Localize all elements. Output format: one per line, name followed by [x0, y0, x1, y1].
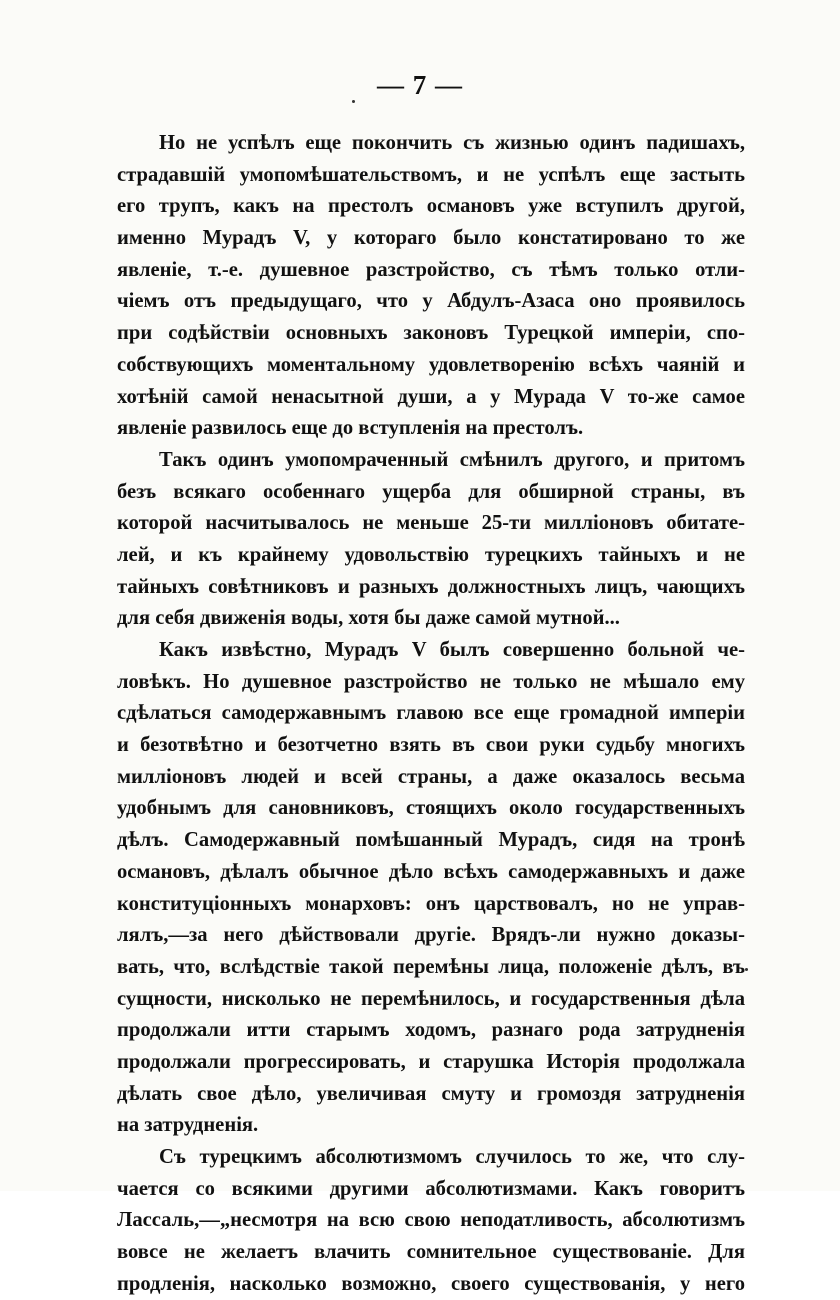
text-line: тайныхъ совѣтниковъ и разныхъ должностныхъ лицъ, чающихъ [117, 575, 745, 598]
text-line: Какъ извѣстно, Мурадъ V былъ совершенно больной че- [159, 639, 745, 661]
body-text [117, 128, 745, 1300]
text-line: сдѣлаться самодержавнымъ главою все еще громадной имперіи [117, 702, 745, 725]
text-line: страдавшій умопомѣшательствомъ, и не успѣлъ еще застыть [117, 163, 745, 186]
text-line: чается со всякими другими абсолютизмами. Какъ говоритъ [117, 1177, 745, 1200]
text-line: Съ турецкимъ абсолютизмомъ случилось то же, что слу- [159, 1146, 745, 1168]
text-line: именно Мурадъ V, у котораго было констатировано то же [117, 227, 745, 250]
text-line: продолжали итти старымъ ходомъ, разнаго рода затрудненія [117, 1019, 745, 1042]
text-line: собствующихъ моментальному удовлетворенію всѣхъ чаяній и [117, 353, 745, 376]
text-line: продолжали прогрессировать, и старушка Исторія продолжала [117, 1050, 745, 1073]
text-line: лялъ,—за него дѣйствовали другіе. Врядъ-ли нужно доказы- [117, 924, 745, 947]
text-line: для себя движенія воды, хотя бы даже самой мутной... [117, 607, 620, 630]
text-line: дѣлать свое дѣло, увеличивая смуту и громоздя затрудненія [117, 1082, 745, 1105]
text-line: сущности, нисколько не перемѣнилось, и государственныя дѣла [117, 987, 745, 1010]
text-line: безъ всякаго особеннаго ущерба для обширной страны, въ [117, 480, 745, 503]
text-line: хотѣній самой ненасытной души, а у Мурада V то-же самое [117, 385, 745, 408]
text-line: явленіе развилось еще до вступленія на престолъ. [117, 417, 584, 440]
text-line: и безотвѣтно и безотчетно взять въ свои руки судьбу многихъ [117, 734, 745, 757]
text-line: которой насчитывалось не меньше 25-ти милліоновъ обитате- [117, 512, 745, 535]
text-line: Но не успѣлъ еще покончить съ жизнью одинъ падишахъ, [159, 132, 745, 154]
print-speck [745, 968, 748, 971]
text-line: Такъ одинъ умопомраченный смѣнилъ другого, и притомъ [159, 448, 745, 471]
text-line: вать, что, вслѣдствіе такой перемѣны лица, положеніе дѣлъ, въ [117, 955, 745, 978]
text-line: милліоновъ людей и всей страны, а даже оказалось весьма [117, 765, 745, 788]
text-line: османовъ, дѣлалъ обычное дѣло всѣхъ самодержавныхъ и даже [117, 860, 745, 883]
print-speck [352, 100, 355, 103]
text-line: конституціонныхъ монарховъ: онъ царствовалъ, но не управ- [117, 892, 745, 915]
text-line: чіемъ отъ предыдущаго, что у Абдулъ-Азаса оно проявилось [117, 290, 745, 313]
text-line: продленія, насколько возможно, своего существованія, у него [117, 1272, 745, 1295]
text-line: на затрудненія. [117, 1114, 259, 1137]
text-line: его трупъ, какъ на престолъ османовъ уже вступилъ другой, [117, 195, 745, 218]
text-line: при содѣйствіи основныхъ законовъ Турецкой имперіи, спо- [117, 322, 745, 345]
text-line: ловѣкъ. Но душевное разстройство не только не мѣшало ему [117, 670, 745, 693]
text-line: лей, и къ крайнему удовольствію турецкихъ тайныхъ и не [117, 543, 745, 566]
text-line: Лассаль,—„несмотря на всю свою неподатливость, абсолютизмъ [117, 1209, 745, 1232]
text-line: явленіе, т.-е. душевное разстройство, съ тѣмъ только отли- [117, 258, 745, 281]
page-number: — 7 — [377, 70, 463, 100]
text-line: удобнымъ для сановниковъ, стоящихъ около государственныхъ [117, 797, 745, 820]
text-line: вовсе не желаетъ влачить сомнительное существованіе. Для [117, 1241, 745, 1264]
text-line: дѣлъ. Самодержавный помѣшанный Мурадъ, сидя на тронѣ [117, 829, 745, 852]
